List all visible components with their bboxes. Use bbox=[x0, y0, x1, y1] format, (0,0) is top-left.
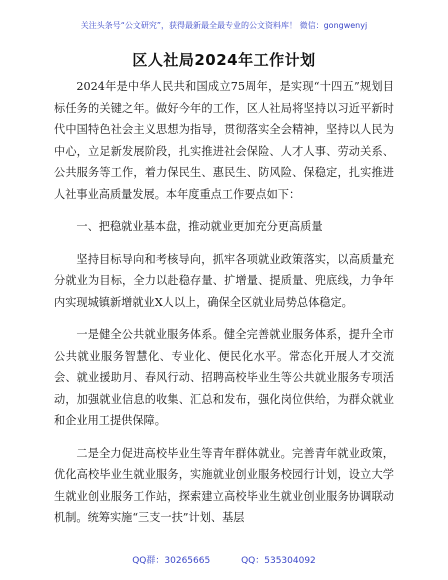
document-title: 区人社局2024年工作计划 bbox=[132, 51, 316, 69]
document-body bbox=[54, 76, 394, 540]
contact-footer bbox=[0, 553, 448, 566]
section-heading: 一、把稳就业基本盘，推动就业更加充分更高质量 bbox=[76, 220, 323, 233]
body-paragraph: 二是全力促进高校毕业生等青年群体就业。完善青年就业政策，优化高校毕业生就业服务，实施就业创业服务校园行计划，设立大学生就业创业服务工作站，探索建立高校毕业生就业创业服务协调联动机制。统筹实施“三支一扶”计划、基层 bbox=[54, 446, 394, 524]
body-paragraph: 坚持目标导向和考核导向，抓牢各项就业政策落实，以高质量充分就业为目标，全力以赴稳存量、扩增量、提质量、兜底线，力争年内实现城镇新增就业X人以上，确保全区就业局势总体稳定。 bbox=[54, 252, 394, 309]
qq-group-text: QQ群：30265665 bbox=[132, 556, 211, 566]
qq-contact-text: QQ：535304092 bbox=[241, 556, 316, 566]
body-paragraph: 一是健全公共就业服务体系。健全完善就业服务体系，提升全市公共就业服务智慧化、专业化、便民化水平。常态化开展人才交流会、就业援助月、春风行动、招聘高校毕业生等公共就业服务专项活动，加强就业信息的收集、汇总和发布，强化岗位供给，为群众就业和企业用工提供保障。 bbox=[54, 328, 394, 427]
intro-paragraph: 2024年是中华人民共和国成立75周年，是实现“十四五”规划目标任务的关键之年。做好今年的工作，区人社局将坚持以习近平新时代中国特色社会主义思想为指导，贯彻落实全会精神，坚持以人民为中心，立足新发展阶段，扎实推进社会保险、人才人事、劳动关系、公共服务等工作，着力保民生、惠民生、防风险、保稳定，扎实推进人社事业高质量发展。本年度重点工作要点如下： bbox=[54, 80, 394, 201]
promo-banner: 关注头条号“公文研究”，获得最新最全最专业的公文资料库！ 微信：gongwenyj bbox=[80, 21, 368, 30]
